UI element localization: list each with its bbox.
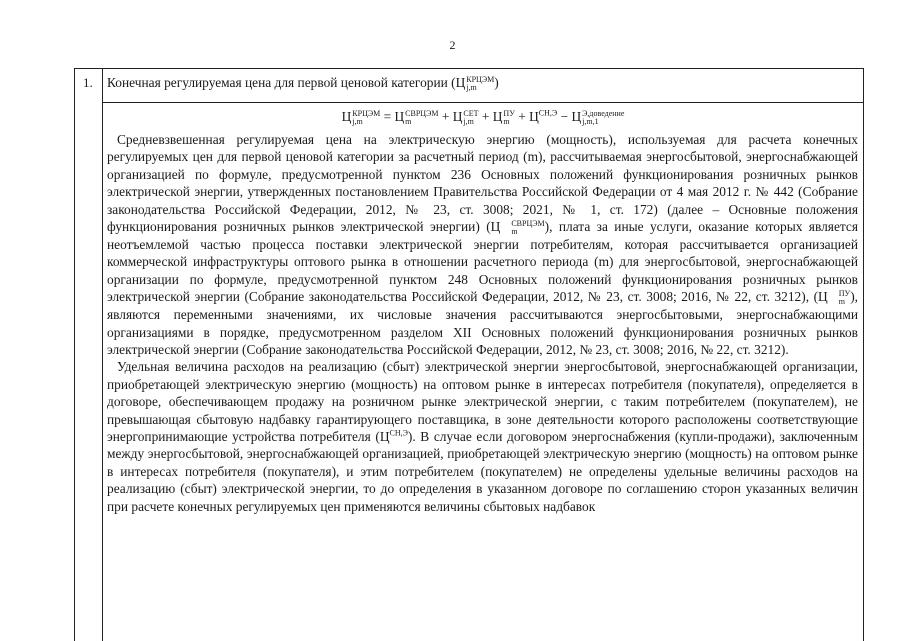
body-text [103, 131, 863, 515]
formula-t6-sub: j,m,1 [582, 116, 599, 126]
formula-plus-3: + Ц [514, 109, 539, 124]
paragraph-1-sub-2: m [838, 297, 845, 307]
row-title-sub: j,m [466, 82, 477, 92]
formula-term4-indices [503, 110, 514, 126]
formula-plus-2: + Ц [478, 109, 503, 124]
formula-t3-sub: j,m [463, 116, 474, 126]
formula-plus-1: + Ц [438, 109, 463, 124]
paragraph-2-part-1: Удельная величина расходов на реализацию (сбыт) электрической энергии энергосбытовой, энергоснабжающей организации, приобретающей электрическую энергию (мощность) на оптовом рынке в интересах потребителя (покупателя), определяется в договоре, обеспечивающем продажу на розничном рынке электрической энергии, с таким потребителем (покупателем), не превышающая сбытовую надбавку гарантирующего поставщика, в зоне деятельности которого расположены соответствующие энергопринимающие устройства потребителя (Ц [107, 359, 858, 444]
row-number-column [75, 69, 103, 641]
row-title [103, 69, 863, 103]
paragraph-1-part-3: ), являются переменными значениями, их числовые значения рассчитываются энергосбытовыми, энергоснабжающими организациями в порядке, предусмотренном разделом XII Основных положений функционирования розничных рынков электрической энергии (Собрание законодательства Российской Федерации, 2012, № 23, ст. 3008; 2016, № 22, ст. 3212). [107, 289, 858, 357]
formula-minus: − Ц [557, 109, 582, 124]
paragraph-1-sup-1: СВРЦЭМ [511, 218, 545, 228]
row-content [103, 69, 863, 641]
paragraph-1-indices-2 [829, 290, 850, 306]
formula-equals: = Ц [380, 109, 405, 124]
paragraph-1-indices-1 [501, 220, 544, 236]
row-title-close: ) [494, 75, 499, 90]
formula-t5-sup: СН,Э [538, 108, 558, 118]
paragraph-1-part-1: Средневзвешенная регулируемая цена на электрическую энергию (мощность), используемая для расчета конечных регулируемых цен для первой ценовой категории за расчетный период (m), рассчитываемая энергосбытовой, энергоснабжающей организацией по формуле, предусмотренной пунктом 236 Основных положений функционирования розничных рынков электрической энергии, утвержденных постановлением Правительства Российской Федерации от 4 мая 2012 г. № 442 (Собрание законодательства Российской Федерации, 2012, № 23, ст. 3008; 2021, № 1, ст. 172) (далее – Основные положения функционирования розничных рынков электрической энергии) (Ц [107, 132, 858, 235]
paragraph-2-part-2: ). В случае если договором энергоснабжения (купли-продажи), заключенным между энергосбытовой, энергоснабжающей организацией, приобретающей электрическую энергию (мощность) на оптовом рынке в интересах потребителя (покупателя), и этим потребителем (покупателем) не определены удельные величины расходов на реализацию (сбыт) электрической энергии, то до определения в указанном договоре по соглашению сторон указанных величин при расчете конечных регулируемых цен применяются величины сбытовых надбавок [107, 428, 858, 514]
row-title-indices [466, 76, 494, 92]
formula-term6-indices [582, 110, 624, 126]
formula-t2-sup: СВРЦЭМ [405, 108, 439, 118]
formula-t6-sup: Э,доведение [582, 108, 625, 118]
formula-term3-indices [463, 110, 478, 126]
row-title-sup: КРЦЭМ [466, 74, 495, 84]
paragraph-1 [107, 131, 858, 358]
document-table [74, 68, 864, 641]
formula-symbol: Ц [341, 109, 352, 124]
page-number: 2 [449, 38, 456, 52]
price-formula [103, 103, 863, 131]
row-number: 1. [83, 75, 93, 90]
paragraph-2-sup-1: СН,Э [389, 428, 408, 438]
paragraph-1-sub-1: m [511, 226, 518, 236]
formula-t1-sup: КРЦЭМ [352, 108, 381, 118]
formula-t4-sup: ПУ [503, 108, 515, 118]
formula-t2-sub: m [405, 116, 412, 126]
formula-t4-sub: m [503, 116, 510, 126]
paragraph-2 [107, 358, 858, 515]
row-title-text: Конечная регулируемая цена для первой ценовой категории (Ц [107, 75, 466, 90]
formula-t3-sup: СЕТ [463, 108, 479, 118]
paragraph-1-sup-2: ПУ [838, 289, 851, 299]
formula-t1-sub: j,m [352, 116, 363, 126]
formula-term2-indices [405, 110, 438, 126]
formula-term1-indices [352, 110, 380, 126]
paragraph-1-part-2: ), плата за иные услуги, оказание которых является неотъемлемой частью процесса поставки электрической энергии потребителям, которая рассчитывается организацией коммерческой инфраструктуры оптового рынка в отношении расчетного периода (m) для энергосбытовой, энергоснабжающей организации по формуле, предусмотренной пунктом 248 Основных положений функционирования розничных рынков электрической энергии (Собрание законодательства Российской Федерации, 2012, № 23, ст. 3008; 2016, № 22, ст. 3212), (Ц [107, 219, 859, 305]
